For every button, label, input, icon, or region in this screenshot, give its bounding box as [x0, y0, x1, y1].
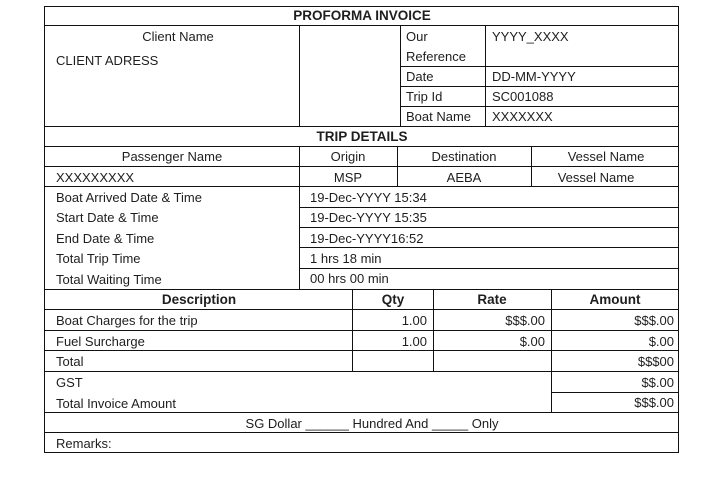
total-waiting-time-value: 00 hrs 00 min: [310, 271, 389, 286]
rule: [44, 166, 679, 167]
rule: [400, 106, 679, 107]
amount-in-words: SG Dollar ______ Hundred And _____ Only: [245, 416, 499, 431]
total-value: $$$00: [637, 354, 674, 369]
total-trip-time-value: 1 hrs 18 min: [310, 251, 382, 266]
rule: [300, 247, 679, 248]
boat-name-value: XXXXXXX: [492, 109, 553, 124]
destination-header: Destination: [431, 149, 497, 164]
rule: [44, 330, 679, 331]
total-waiting-time-label: Total Waiting Time: [56, 272, 162, 287]
origin-value: MSP: [333, 170, 363, 185]
passenger-name-value: XXXXXXXXX: [56, 170, 135, 185]
rule: [352, 289, 353, 371]
vessel-name-value: Vessel Name: [557, 170, 635, 185]
rule: [299, 146, 300, 289]
client-address: CLIENT ADRESS: [56, 53, 159, 68]
date-label: Date: [406, 69, 434, 84]
date-value: DD-MM-YYYY: [492, 69, 576, 84]
charge-desc: Boat Charges for the trip: [56, 313, 198, 328]
rate-header: Rate: [477, 292, 507, 307]
description-header: Description: [161, 292, 237, 307]
charge-amount: $.00: [648, 334, 674, 349]
total-invoice-label: Total Invoice Amount: [56, 396, 176, 411]
rule: [485, 25, 486, 126]
rule: [44, 432, 679, 433]
charge-qty: 1.00: [401, 313, 427, 328]
boat-arrived-label: Boat Arrived Date & Time: [56, 190, 202, 205]
rule: [300, 227, 679, 228]
boat-arrived-value: 19-Dec-YYYY 15:34: [310, 190, 427, 205]
rule: [400, 25, 401, 126]
rule: [44, 126, 679, 127]
trip-id-label: Trip Id: [406, 89, 443, 104]
rule: [299, 25, 300, 126]
rule: [44, 309, 679, 310]
reference-value: YYYY_XXXX: [492, 29, 569, 44]
end-time-label: End Date & Time: [56, 231, 155, 246]
rule: [400, 66, 679, 67]
charge-qty: 1.00: [401, 334, 427, 349]
invoice-title: PROFORMA INVOICE: [293, 8, 431, 23]
amount-header: Amount: [589, 292, 641, 307]
end-time-value: 19-Dec-YYYY16:52: [310, 231, 424, 246]
rule: [44, 25, 679, 26]
total-trip-time-label: Total Trip Time: [56, 251, 141, 266]
rule: [44, 412, 679, 413]
rule: [44, 186, 679, 187]
our-label: Our: [406, 29, 428, 44]
rule: [300, 268, 679, 269]
gst-label: GST: [56, 375, 83, 390]
trip-id-value: SC001088: [492, 89, 554, 104]
start-time-label: Start Date & Time: [56, 210, 159, 225]
charge-rate: $$$.00: [505, 313, 545, 328]
rule: [551, 392, 679, 393]
charge-amount: $$$.00: [634, 313, 674, 328]
total-invoice-value: $$$.00: [634, 395, 674, 410]
qty-header: Qty: [381, 292, 405, 307]
start-time-value: 19-Dec-YYYY 15:35: [310, 210, 427, 225]
total-label: Total: [56, 354, 84, 369]
invoice-frame: [44, 6, 679, 453]
rule: [397, 146, 398, 186]
gst-value: $$.00: [641, 375, 674, 390]
rule: [44, 146, 679, 147]
destination-value: AEBA: [446, 170, 482, 185]
trip-details-heading: TRIP DETAILS: [316, 129, 408, 144]
rule: [531, 146, 532, 186]
origin-header: Origin: [330, 149, 366, 164]
reference-label: Reference: [406, 49, 466, 64]
rule: [433, 289, 434, 371]
vessel-name-header: Vessel Name: [567, 149, 645, 164]
rule: [300, 207, 679, 208]
boat-name-label: Boat Name: [406, 109, 472, 124]
client-name-label: Client Name: [142, 29, 214, 44]
rule: [44, 350, 679, 351]
charge-desc: Fuel Surcharge: [56, 334, 145, 349]
rule: [44, 371, 679, 372]
rule: [44, 289, 679, 290]
remarks-label: Remarks:: [56, 436, 112, 451]
rule: [551, 289, 552, 412]
passenger-name-header: Passenger Name: [121, 149, 223, 164]
rule: [400, 86, 679, 87]
charge-rate: $.00: [519, 334, 545, 349]
